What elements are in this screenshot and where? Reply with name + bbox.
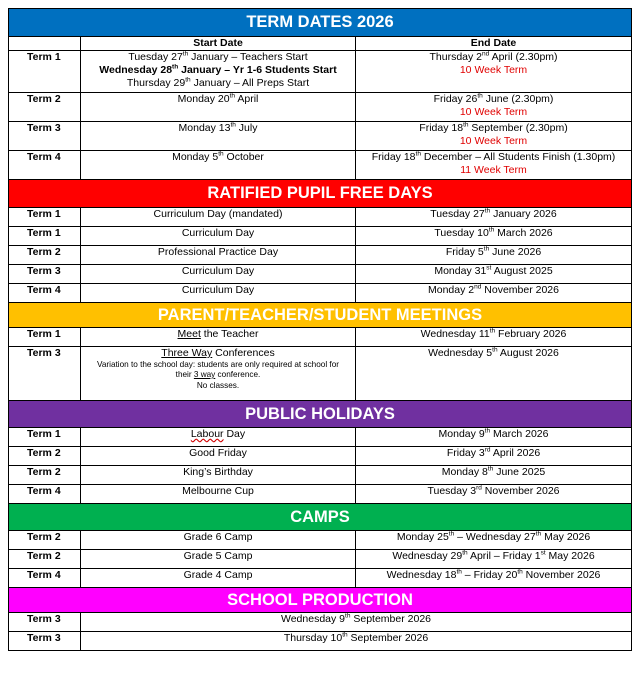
- start-date: Monday 20th April: [81, 93, 356, 122]
- event-date: Tuesday 27th January 2026: [356, 208, 632, 227]
- holidays-header: PUBLIC HOLIDAYS: [9, 401, 632, 428]
- event-date: Tuesday 10th March 2026: [356, 227, 632, 246]
- end-date: Friday 26th June (2.30pm) 10 Week Term: [356, 93, 632, 122]
- meeting-note: Variation to the school day: students are only required at school for: [97, 360, 339, 369]
- table-row: [9, 265, 632, 284]
- term-label: Term 4: [9, 284, 81, 303]
- term-label: Term 4: [9, 151, 81, 180]
- end-date: Friday 18th September (2.30pm) 10 Week Term: [356, 122, 632, 151]
- term-label: Term 2: [9, 447, 81, 466]
- holiday-name: Melbourne Cup: [81, 485, 356, 504]
- week-count: 10 Week Term: [459, 106, 528, 118]
- term-label: Term 2: [9, 246, 81, 265]
- term-label: Term 2: [9, 550, 81, 569]
- table-row: [9, 284, 632, 303]
- event-name: Curriculum Day (mandated): [81, 208, 356, 227]
- week-count: 10 Week Term: [459, 64, 528, 76]
- event-name: Curriculum Day: [81, 265, 356, 284]
- term-label: Term 3: [9, 347, 81, 401]
- term-label: Term 3: [9, 265, 81, 284]
- table-row: [9, 550, 632, 569]
- camp-name: Grade 5 Camp: [81, 550, 356, 569]
- table-row: [9, 227, 632, 246]
- table-row: [9, 466, 632, 485]
- table-row: [9, 613, 632, 632]
- end-date: Thursday 2nd April (2.30pm) 10 Week Term: [356, 51, 632, 93]
- event-date: Monday 31st August 2025: [356, 265, 632, 284]
- meeting-date: Wednesday 11th February 2026: [356, 328, 632, 347]
- table-row: [9, 93, 632, 122]
- event-date: Friday 5th June 2026: [356, 246, 632, 265]
- term-label: Term 1: [9, 51, 81, 93]
- table-row: [9, 428, 632, 447]
- start-date-header: Start Date: [81, 37, 356, 51]
- start-date: Tuesday 27th January – Teachers Start Wednesday 28th January – Yr 1-6 Students Start Thursday 29th January – All Preps Start: [81, 51, 356, 93]
- production-date: Thursday 10th September 2026: [81, 632, 632, 651]
- end-date-header: End Date: [356, 37, 632, 51]
- table-row: [9, 151, 632, 180]
- term-label: Term 2: [9, 93, 81, 122]
- camp-name: Grade 4 Camp: [81, 569, 356, 588]
- holiday-date: Monday 8th June 2025: [356, 466, 632, 485]
- table-row: [9, 122, 632, 151]
- holiday-date: Tuesday 3rd November 2026: [356, 485, 632, 504]
- term-label: Term 1: [9, 428, 81, 447]
- holiday-name: Labour Day: [81, 428, 356, 447]
- end-date: Friday 18th December – All Students Finish (1.30pm) 11 Week Term: [356, 151, 632, 180]
- table-row: [9, 208, 632, 227]
- holiday-name: King’s Birthday: [81, 466, 356, 485]
- week-count: 10 Week Term: [459, 135, 528, 147]
- calendar-table: [8, 8, 632, 651]
- table-row: [9, 51, 632, 93]
- term-dates-header: TERM DATES 2026: [9, 9, 632, 37]
- term-label: Term 4: [9, 569, 81, 588]
- production-date: Wednesday 9th September 2026: [81, 613, 632, 632]
- table-row: [9, 246, 632, 265]
- event-name: Curriculum Day: [81, 284, 356, 303]
- camp-name: Grade 6 Camp: [81, 531, 356, 550]
- term-label: Term 4: [9, 485, 81, 504]
- table-row: [9, 328, 632, 347]
- week-count: 11 Week Term: [460, 164, 527, 176]
- meetings-header: PARENT/TEACHER/STUDENT MEETINGS: [9, 303, 632, 328]
- term-label: Term 3: [9, 122, 81, 151]
- start-date: Monday 13th July: [81, 122, 356, 151]
- term-label: Term 1: [9, 328, 81, 347]
- event-date: Monday 2nd November 2026: [356, 284, 632, 303]
- camps-header: CAMPS: [9, 504, 632, 531]
- table-row: [9, 485, 632, 504]
- term-label: Term 3: [9, 632, 81, 651]
- production-header: SCHOOL PRODUCTION: [9, 588, 632, 613]
- term-label: Term 2: [9, 466, 81, 485]
- holiday-name: Good Friday: [81, 447, 356, 466]
- meeting-name: Three Way Conferences Variation to the school day: students are only required at school for their 3 way conference. No classes.: [81, 347, 356, 401]
- camp-date: Wednesday 18th – Friday 20th November 2026: [356, 569, 632, 588]
- term-label: Term 2: [9, 531, 81, 550]
- table-row: [9, 347, 632, 401]
- event-name: Professional Practice Day: [81, 246, 356, 265]
- event-name: Curriculum Day: [81, 227, 356, 246]
- table-row: [9, 531, 632, 550]
- term-label: Term 3: [9, 613, 81, 632]
- term-label: Term 1: [9, 208, 81, 227]
- table-row: [9, 447, 632, 466]
- meeting-name: Meet the Teacher: [81, 328, 356, 347]
- table-row: [9, 569, 632, 588]
- term-label: Term 1: [9, 227, 81, 246]
- table-row: [9, 632, 632, 651]
- camp-date: Wednesday 29th April – Friday 1st May 2026: [356, 550, 632, 569]
- blank-header-cell: [9, 37, 81, 51]
- pupil-free-header: RATIFIED PUPIL FREE DAYS: [9, 180, 632, 208]
- camp-date: Monday 25th – Wednesday 27th May 2026: [356, 531, 632, 550]
- holiday-date: Friday 3rd April 2026: [356, 447, 632, 466]
- holiday-date: Monday 9th March 2026: [356, 428, 632, 447]
- school-calendar: [8, 8, 631, 651]
- start-date: Monday 5th October: [81, 151, 356, 180]
- meeting-date: Wednesday 5th August 2026: [356, 347, 632, 401]
